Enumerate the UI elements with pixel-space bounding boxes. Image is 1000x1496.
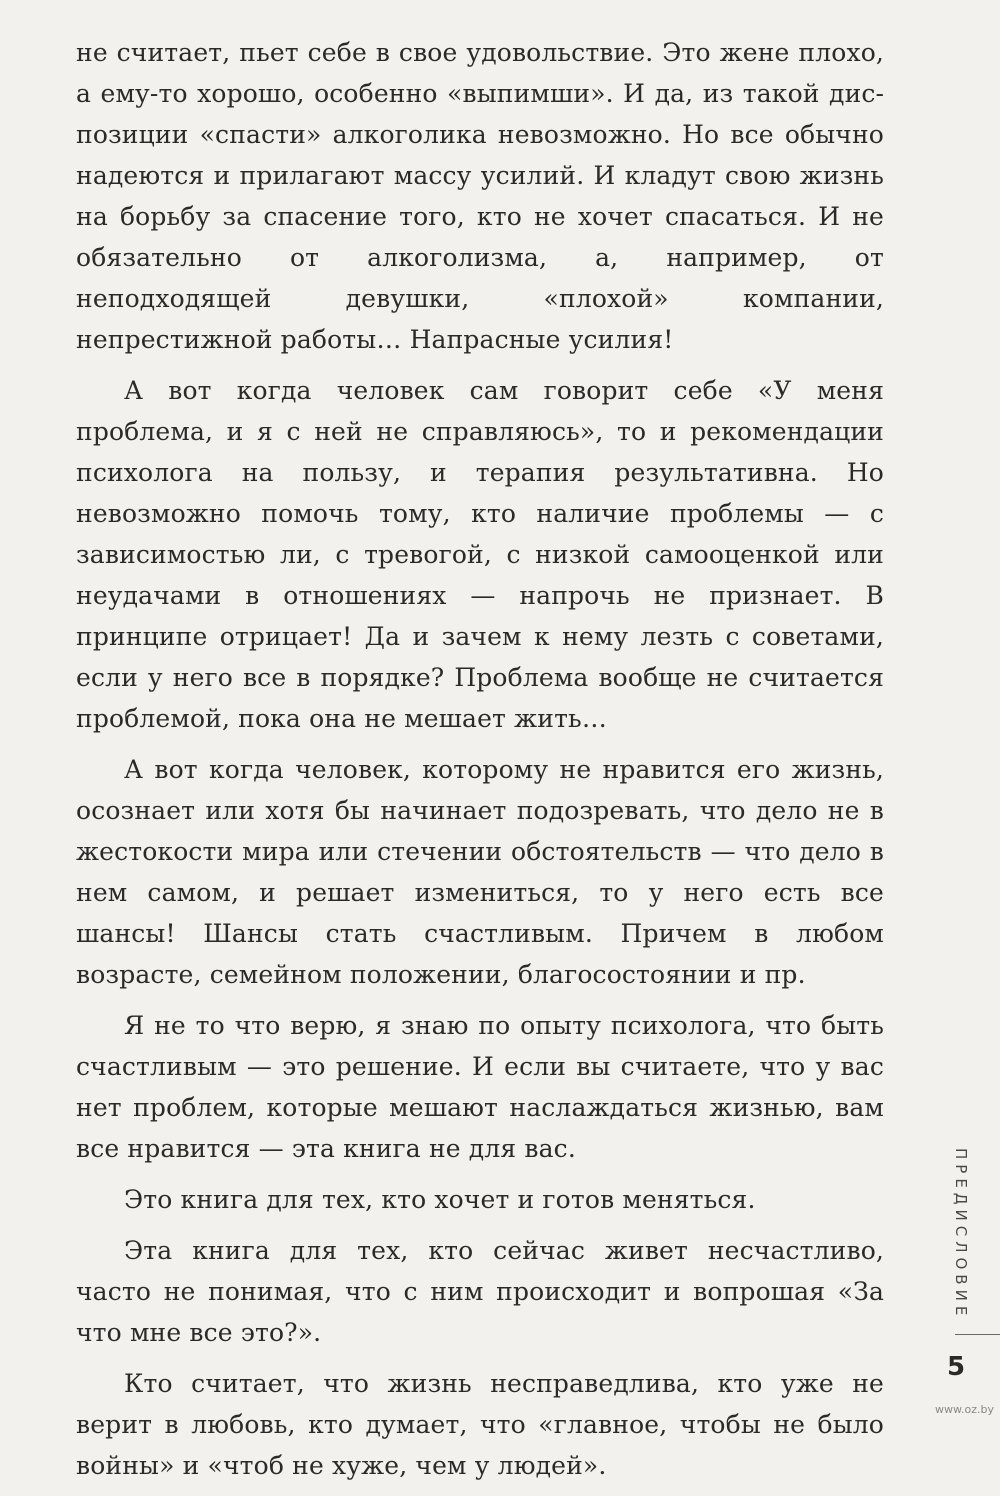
paragraph-continuation: не считает, пьет себе в свое удовольствие. Это жене плохо, а ему-то хорошо, особенно «выпимши». И да, из такой диспозиции «спасти» алкоголика невозможно. Но все обычно надеются и прилагают массу усилий. И кладут свою жизнь на борьбу за спасение того, кто не хочет спасаться. И не обязательно от алкоголизма, а, например, от неподходящей девушки, «плохой» компании, непрестижной работы… Напрасные усилия!	[76, 38, 884, 354]
running-section-label: ПРЕДИСЛОВИЕ	[952, 1148, 970, 1321]
paragraph: Кто считает, что жизнь несправедлива, кто уже не верит в любовь, кто думает, что «главное, чтобы не было войны» и «чтоб не хуже, чем у людей».	[76, 1369, 884, 1480]
paragraph: Это книга для тех, кто хочет и готов меняться.	[124, 1185, 756, 1214]
page-body-text	[76, 32, 884, 1496]
footer-divider	[955, 1334, 1000, 1335]
paragraph: Я не то что верю, я знаю по опыту психолога, что быть счастливым — это решение. И если вы считаете, что у вас нет проблем, которые мешают наслаждаться жизнью, вам все нравится — эта книга не для вас.	[76, 1011, 884, 1163]
paragraph: А вот когда человек сам говорит себе «У меня проблема, и я с ней не справляюсь», то и рекомендации психолога на пользу, и терапия результативна. Но невозможно помочь тому, кто наличие проблемы — с зависимостью ли, с тревогой, с низкой самооценкой или неудачами в отношениях — напрочь не признает. В принципе отрицает! Да и зачем к нему лезть с советами, если у него все в порядке? Проблема вообще не считается проблемой, пока она не мешает жить…	[76, 376, 884, 733]
paragraph: А вот когда человек, которому не нравится его жизнь, осознает или хотя бы начинает подозревать, что дело не в жестокости мира или стечении обстоятельств — что дело в нем самом, и решает измениться, то у него есть все шансы! Шансы стать счастливым. Причем в любом возрасте, семейном положении, благосостоянии и пр.	[76, 755, 884, 989]
page-number: 5	[947, 1352, 966, 1382]
watermark: www.oz.by	[935, 1403, 994, 1416]
paragraph: Эта книга для тех, кто сейчас живет несчастливо, часто не понимая, что с ним происходит и вопрошая «За что мне все это?».	[76, 1236, 884, 1347]
